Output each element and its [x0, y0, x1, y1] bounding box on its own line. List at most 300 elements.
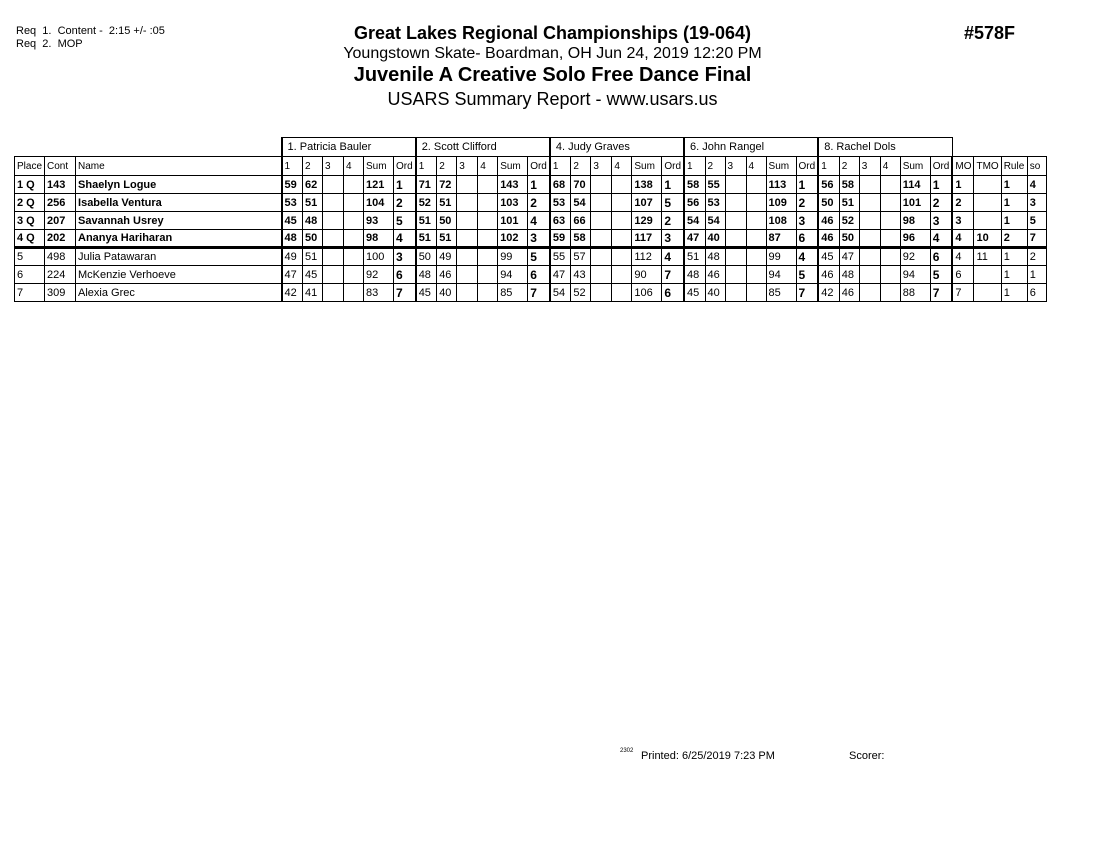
judge-score — [323, 284, 344, 302]
table-row — [15, 194, 1047, 212]
judge-score — [478, 284, 498, 302]
header-judge-col: 1 — [282, 157, 303, 176]
judge-score — [478, 212, 498, 230]
judge-score — [880, 266, 900, 284]
judge-ordinal: 6 — [930, 248, 952, 266]
tmo-cell — [974, 176, 1001, 194]
judge-score: 40 — [705, 284, 725, 302]
judge-score: 47 — [839, 248, 859, 266]
judge-ordinal: 7 — [796, 284, 818, 302]
skater-name: Shaelyn Logue — [76, 176, 282, 194]
header-rule: Rule — [1001, 157, 1027, 176]
judge-score: 55 — [705, 176, 725, 194]
so-cell: 3 — [1027, 194, 1046, 212]
skater-name: McKenzie Verhoeve — [76, 266, 282, 284]
so-cell: 5 — [1027, 212, 1046, 230]
judge-score — [591, 176, 612, 194]
mo-cell: 6 — [952, 266, 974, 284]
judge-sum: 108 — [766, 212, 796, 230]
header-so: so — [1027, 157, 1046, 176]
tmo-cell: 10 — [974, 230, 1001, 248]
judge-ordinal: 7 — [930, 284, 952, 302]
judge-name: 2. Scott Clifford — [416, 138, 550, 157]
judge-score: 49 — [282, 248, 303, 266]
judge-score — [344, 212, 364, 230]
judge-sum: 129 — [632, 212, 662, 230]
judge-ordinal: 4 — [796, 248, 818, 266]
header-judge-col: 2 — [437, 157, 457, 176]
judge-score: 50 — [839, 230, 859, 248]
judge-ordinal: 7 — [528, 284, 550, 302]
table-row — [15, 284, 1047, 302]
judge-score — [725, 212, 746, 230]
table-row — [15, 266, 1047, 284]
header-judge-col: 3 — [725, 157, 746, 176]
judge-score: 48 — [839, 266, 859, 284]
tmo-cell — [974, 212, 1001, 230]
judge-score: 66 — [571, 212, 591, 230]
judge-score: 43 — [571, 266, 591, 284]
judge-score: 42 — [282, 284, 303, 302]
judge-score: 51 — [839, 194, 859, 212]
judge-score — [457, 284, 478, 302]
judge-ordinal: 1 — [796, 176, 818, 194]
header-judge-col: Ord — [930, 157, 952, 176]
judge-score: 46 — [818, 266, 839, 284]
judge-ordinal: 5 — [528, 248, 550, 266]
event-location: Youngstown Skate- Boardman, OH Jun 24, 2019 12:20 PM — [343, 45, 762, 62]
judge-sum: 87 — [766, 230, 796, 248]
event-code: #578F — [964, 23, 1016, 43]
contestant-number: 207 — [45, 212, 76, 230]
header-judge-col: Ord — [528, 157, 550, 176]
header-judge-col: Ord — [796, 157, 818, 176]
judge-ordinal: 2 — [528, 194, 550, 212]
judge-score: 40 — [437, 284, 457, 302]
judge-ordinal: 2 — [394, 194, 416, 212]
header-judge-col: 3 — [591, 157, 612, 176]
place-cell: 6 — [15, 266, 45, 284]
judge-score: 71 — [416, 176, 437, 194]
judge-score: 58 — [839, 176, 859, 194]
judges-row — [15, 138, 1047, 157]
judge-score — [725, 284, 746, 302]
judge-score — [478, 194, 498, 212]
judge-score — [457, 248, 478, 266]
judge-score — [746, 230, 766, 248]
skater-name: Ananya Hariharan — [76, 230, 282, 248]
rule-cell: 2 — [1001, 230, 1027, 248]
contestant-number: 143 — [45, 176, 76, 194]
judge-score: 40 — [705, 230, 725, 248]
judge-score: 50 — [303, 230, 323, 248]
tmo-cell — [974, 194, 1001, 212]
judge-ordinal: 1 — [394, 176, 416, 194]
judge-sum: 83 — [364, 284, 394, 302]
judge-sum: 112 — [632, 248, 662, 266]
header-judge-col: 4 — [746, 157, 766, 176]
contestant-number: 202 — [45, 230, 76, 248]
header-name: Name — [76, 157, 282, 176]
requirement-2: Req 2. MOP — [16, 38, 83, 50]
judge-score — [880, 230, 900, 248]
judge-score — [612, 248, 632, 266]
judge-score — [591, 266, 612, 284]
judge-score: 51 — [437, 230, 457, 248]
rule-cell: 1 — [1001, 212, 1027, 230]
contestant-number: 498 — [45, 248, 76, 266]
mo-cell: 3 — [952, 212, 974, 230]
place-cell: 7 — [15, 284, 45, 302]
tmo-cell — [974, 266, 1001, 284]
header-judge-col: 1 — [684, 157, 705, 176]
judge-score: 46 — [818, 230, 839, 248]
header-judge-col: 3 — [323, 157, 344, 176]
judge-score: 70 — [571, 176, 591, 194]
tmo-cell — [974, 284, 1001, 302]
judge-score: 57 — [571, 248, 591, 266]
judge-score: 46 — [437, 266, 457, 284]
judge-sum: 90 — [632, 266, 662, 284]
header-judge-col: 2 — [705, 157, 725, 176]
judge-score: 46 — [705, 266, 725, 284]
judge-ordinal: 3 — [796, 212, 818, 230]
contestant-number: 309 — [45, 284, 76, 302]
judge-sum: 113 — [766, 176, 796, 194]
judge-ordinal: 6 — [528, 266, 550, 284]
judge-score: 68 — [550, 176, 571, 194]
judge-score: 51 — [303, 248, 323, 266]
skater-name: Savannah Usrey — [76, 212, 282, 230]
place-cell: 4 Q — [15, 230, 45, 248]
judge-score — [880, 248, 900, 266]
judge-score — [591, 248, 612, 266]
so-cell: 6 — [1027, 284, 1046, 302]
judge-score — [880, 284, 900, 302]
judge-score: 56 — [684, 194, 705, 212]
place-cell: 3 Q — [15, 212, 45, 230]
judge-score — [746, 212, 766, 230]
judge-ordinal: 6 — [662, 284, 684, 302]
judge-score: 54 — [550, 284, 571, 302]
so-cell: 2 — [1027, 248, 1046, 266]
blank-cell — [952, 138, 1046, 157]
judge-score: 48 — [282, 230, 303, 248]
judge-name: 8. Rachel Dols — [818, 138, 952, 157]
judge-score — [859, 176, 880, 194]
rule-cell: 1 — [1001, 248, 1027, 266]
judge-score — [725, 266, 746, 284]
judge-score — [612, 176, 632, 194]
skater-name: Alexia Grec — [76, 284, 282, 302]
judge-name: 4. Judy Graves — [550, 138, 684, 157]
judge-score — [457, 266, 478, 284]
contestant-number: 224 — [45, 266, 76, 284]
judge-score — [323, 194, 344, 212]
judge-score: 47 — [282, 266, 303, 284]
judge-score — [344, 248, 364, 266]
requirements — [16, 25, 165, 51]
judge-ordinal: 2 — [796, 194, 818, 212]
header-judge-col: Ord — [394, 157, 416, 176]
blank-cell — [15, 138, 282, 157]
skater-name: Julia Patawaran — [76, 248, 282, 266]
judge-sum: 107 — [632, 194, 662, 212]
judge-score: 47 — [684, 230, 705, 248]
judge-score: 62 — [303, 176, 323, 194]
judge-sum: 99 — [498, 248, 528, 266]
judge-score — [746, 284, 766, 302]
header-judge-col: 3 — [859, 157, 880, 176]
judge-ordinal: 3 — [528, 230, 550, 248]
judge-score: 46 — [818, 212, 839, 230]
scorer-label: Scorer: — [849, 750, 885, 762]
judge-sum: 92 — [900, 248, 930, 266]
judge-sum: 101 — [498, 212, 528, 230]
judge-score — [478, 230, 498, 248]
judge-score: 41 — [303, 284, 323, 302]
judge-ordinal: 5 — [394, 212, 416, 230]
judge-score: 72 — [437, 176, 457, 194]
header-judge-col: 3 — [457, 157, 478, 176]
header-judge-col: 4 — [880, 157, 900, 176]
judge-score — [725, 176, 746, 194]
header-judge-col: Sum — [900, 157, 930, 176]
judge-score: 51 — [303, 194, 323, 212]
mo-cell: 4 — [952, 248, 974, 266]
judge-ordinal: 3 — [930, 212, 952, 230]
judge-ordinal: 4 — [528, 212, 550, 230]
header-tmo: TMO — [974, 157, 1001, 176]
judge-score — [725, 230, 746, 248]
judge-sum: 92 — [364, 266, 394, 284]
judge-ordinal: 6 — [394, 266, 416, 284]
judge-score: 59 — [550, 230, 571, 248]
judge-sum: 138 — [632, 176, 662, 194]
header-judge-col: Ord — [662, 157, 684, 176]
judge-score — [591, 194, 612, 212]
judge-score — [725, 194, 746, 212]
judge-ordinal: 3 — [394, 248, 416, 266]
judge-sum: 85 — [498, 284, 528, 302]
judge-score: 52 — [839, 212, 859, 230]
judge-score — [591, 284, 612, 302]
judge-score: 53 — [282, 194, 303, 212]
judge-score: 46 — [839, 284, 859, 302]
tmo-cell: 11 — [974, 248, 1001, 266]
judge-score — [344, 266, 364, 284]
table-row — [15, 230, 1047, 248]
judge-sum: 100 — [364, 248, 394, 266]
judge-score: 58 — [684, 176, 705, 194]
printed-timestamp: Printed: 6/25/2019 7:23 PM — [641, 750, 775, 762]
judge-sum: 99 — [766, 248, 796, 266]
judge-ordinal: 3 — [662, 230, 684, 248]
header-judge-col: 4 — [478, 157, 498, 176]
header-judge-col: 1 — [550, 157, 571, 176]
rule-cell: 1 — [1001, 194, 1027, 212]
judge-score — [880, 176, 900, 194]
judge-sum: 114 — [900, 176, 930, 194]
judge-score — [323, 248, 344, 266]
judge-score — [880, 194, 900, 212]
judge-sum: 94 — [498, 266, 528, 284]
mo-cell: 4 — [952, 230, 974, 248]
skater-name: Isabella Ventura — [76, 194, 282, 212]
judge-ordinal: 5 — [930, 266, 952, 284]
judge-ordinal: 4 — [930, 230, 952, 248]
judge-score: 45 — [818, 248, 839, 266]
header-cont: Cont — [45, 157, 76, 176]
column-header-row — [15, 157, 1047, 176]
header-mo: MO — [952, 157, 974, 176]
judge-ordinal: 2 — [662, 212, 684, 230]
judge-score — [612, 230, 632, 248]
contestant-number: 256 — [45, 194, 76, 212]
judge-score: 50 — [818, 194, 839, 212]
mo-cell: 7 — [952, 284, 974, 302]
rule-cell: 1 — [1001, 284, 1027, 302]
footer-code: 2302 — [620, 748, 634, 754]
header-judge-col: 1 — [818, 157, 839, 176]
so-cell: 1 — [1027, 266, 1046, 284]
judge-score — [725, 248, 746, 266]
header-judge-col: 2 — [839, 157, 859, 176]
judge-sum: 88 — [900, 284, 930, 302]
judge-score: 54 — [684, 212, 705, 230]
mo-cell: 1 — [952, 176, 974, 194]
judge-score — [612, 194, 632, 212]
requirement-1: Req 1. Content - 2:15 +/- :05 — [16, 25, 165, 37]
judge-score — [323, 230, 344, 248]
judge-ordinal: 4 — [662, 248, 684, 266]
judge-score — [323, 266, 344, 284]
judge-score — [591, 230, 612, 248]
judge-sum: 101 — [900, 194, 930, 212]
judge-score — [859, 194, 880, 212]
judge-score — [746, 176, 766, 194]
judge-sum: 98 — [900, 212, 930, 230]
judge-score: 63 — [550, 212, 571, 230]
judge-score — [746, 248, 766, 266]
judge-sum: 143 — [498, 176, 528, 194]
judge-score — [859, 284, 880, 302]
header-judge-col: Sum — [364, 157, 394, 176]
judge-sum: 98 — [364, 230, 394, 248]
judge-score: 52 — [571, 284, 591, 302]
header-judge-col: Sum — [632, 157, 662, 176]
judge-ordinal: 5 — [662, 194, 684, 212]
header-judge-col: 2 — [571, 157, 591, 176]
judge-score — [478, 266, 498, 284]
judge-score — [880, 212, 900, 230]
judge-sum: 103 — [498, 194, 528, 212]
header-judge-col: Sum — [498, 157, 528, 176]
competition-title: Great Lakes Regional Championships (19-064) — [353, 23, 752, 43]
judge-sum: 85 — [766, 284, 796, 302]
judge-ordinal: 4 — [394, 230, 416, 248]
judge-score: 49 — [437, 248, 457, 266]
judge-score — [612, 284, 632, 302]
judge-score — [859, 212, 880, 230]
judge-name: 6. John Rangel — [684, 138, 818, 157]
judge-ordinal: 6 — [796, 230, 818, 248]
place-cell: 1 Q — [15, 176, 45, 194]
judge-score — [344, 284, 364, 302]
judge-score — [344, 194, 364, 212]
judge-ordinal: 5 — [796, 266, 818, 284]
so-cell: 7 — [1027, 230, 1046, 248]
header-judge-col: 4 — [344, 157, 364, 176]
judge-score — [612, 212, 632, 230]
judge-score: 48 — [705, 248, 725, 266]
judge-score: 53 — [705, 194, 725, 212]
judge-score: 45 — [416, 284, 437, 302]
judge-name: 1. Patricia Bauler — [282, 138, 416, 157]
rule-cell: 1 — [1001, 176, 1027, 194]
event-name: Juvenile A Creative Solo Free Dance Final — [353, 64, 752, 86]
judge-sum: 96 — [900, 230, 930, 248]
judge-ordinal: 2 — [930, 194, 952, 212]
judge-ordinal: 7 — [394, 284, 416, 302]
judge-score: 58 — [571, 230, 591, 248]
header-judge-col: Sum — [766, 157, 796, 176]
judge-score: 48 — [684, 266, 705, 284]
judge-score: 50 — [437, 212, 457, 230]
judge-score — [344, 176, 364, 194]
judge-score — [859, 248, 880, 266]
judge-score — [746, 194, 766, 212]
judge-score: 51 — [416, 212, 437, 230]
judge-ordinal: 1 — [528, 176, 550, 194]
judge-sum: 94 — [766, 266, 796, 284]
judge-score — [612, 266, 632, 284]
judge-score: 45 — [684, 284, 705, 302]
judge-sum: 117 — [632, 230, 662, 248]
table-row — [15, 212, 1047, 230]
header-place: Place — [15, 157, 45, 176]
header-judge-col: 4 — [612, 157, 632, 176]
judge-score: 51 — [416, 230, 437, 248]
judge-score: 50 — [416, 248, 437, 266]
rule-cell: 1 — [1001, 266, 1027, 284]
judge-score — [457, 230, 478, 248]
judge-sum: 102 — [498, 230, 528, 248]
judge-score: 51 — [437, 194, 457, 212]
judge-sum: 104 — [364, 194, 394, 212]
place-cell: 2 Q — [15, 194, 45, 212]
judge-sum: 121 — [364, 176, 394, 194]
header-judge-col: 1 — [416, 157, 437, 176]
judge-score: 52 — [416, 194, 437, 212]
table-row — [15, 176, 1047, 194]
so-cell: 4 — [1027, 176, 1046, 194]
place-cell: 5 — [15, 248, 45, 266]
judge-score: 48 — [416, 266, 437, 284]
report-title: USARS Summary Report - www.usars.us — [387, 89, 718, 109]
judge-score: 54 — [705, 212, 725, 230]
table-row — [15, 248, 1047, 266]
judge-score — [457, 176, 478, 194]
judge-score — [457, 212, 478, 230]
header-judge-col: 2 — [303, 157, 323, 176]
judge-score: 53 — [550, 194, 571, 212]
judge-sum: 109 — [766, 194, 796, 212]
judge-score — [859, 266, 880, 284]
judge-sum: 94 — [900, 266, 930, 284]
judge-ordinal: 1 — [662, 176, 684, 194]
judge-score: 54 — [571, 194, 591, 212]
